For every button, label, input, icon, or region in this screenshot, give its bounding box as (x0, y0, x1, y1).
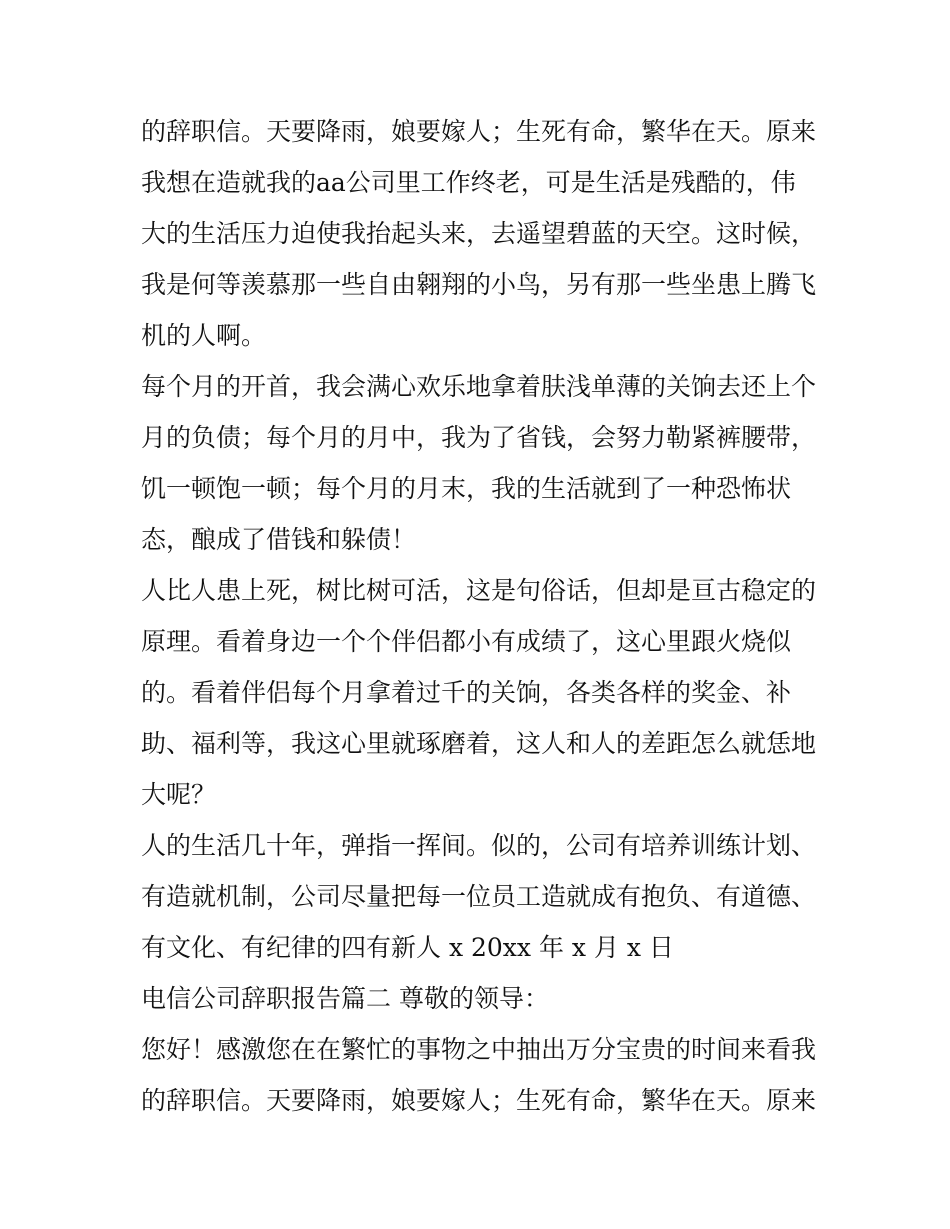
text-line: 您好！感激您在在繁忙的事物之中抽出万分宝贵的时间来看我 (141, 1035, 817, 1064)
text-line: 有文化、有纪律的四有新人 x 20xx 年 x 月 x 日 (141, 933, 674, 962)
text-line: 有造就机制，公司尽量把每一位员工造就成有抱负、有道德、 (141, 882, 817, 911)
text-line: 的。看着伴侣每个月拿着过千的关饷，各类各样的奖金、补 (141, 678, 792, 707)
text-line: 大的生活压力迫使我抬起头来，去遥望碧蓝的天空。这时候， (141, 219, 817, 248)
text-line: 人比人患上死，树比树可活，这是句俗话，但却是亘古稳定的 (141, 576, 817, 605)
text-line: 的辞职信。天要降雨，娘要嫁人；生死有命，繁华在天。原来 (141, 1086, 817, 1115)
text-line: 我想在造就我的aa公司里工作终老，可是生活是残酷的，伟 (141, 168, 796, 197)
text-line: 电信公司辞职报告篇二 尊敬的领导： (141, 984, 549, 1013)
text-line: 每个月的开首，我会满心欢乐地拿着肤浅单薄的关饷去还上个 (141, 372, 817, 401)
text-line: 态，酿成了借钱和躲债！ (141, 525, 417, 554)
document-body (141, 106, 821, 1126)
text-line: 人的生活几十年，弹指一挥间。似的，公司有培养训练计划、 (141, 831, 817, 860)
text-line: 的辞职信。天要降雨，娘要嫁人；生死有命，繁华在天。原来 (141, 117, 817, 146)
text-line: 月的负债；每个月的月中，我为了省钱，会努力勒紧裤腰带， (141, 423, 817, 452)
text-line: 机的人啊。 (141, 321, 267, 350)
text-line: 大呢？ (141, 780, 217, 809)
text-line: 助、福利等，我这心里就琢磨着，这人和人的差距怎么就恁地 (141, 729, 817, 758)
text-line: 饥一顿饱一顿；每个月的月末，我的生活就到了一种恐怖状 (141, 474, 792, 503)
text-line: 原理。看着身边一个个伴侣都小有成绩了，这心里跟火烧似 (141, 627, 792, 656)
text-line: 我是何等羡慕那一些自由翱翔的小鸟，另有那一些坐患上腾飞 (141, 270, 817, 299)
